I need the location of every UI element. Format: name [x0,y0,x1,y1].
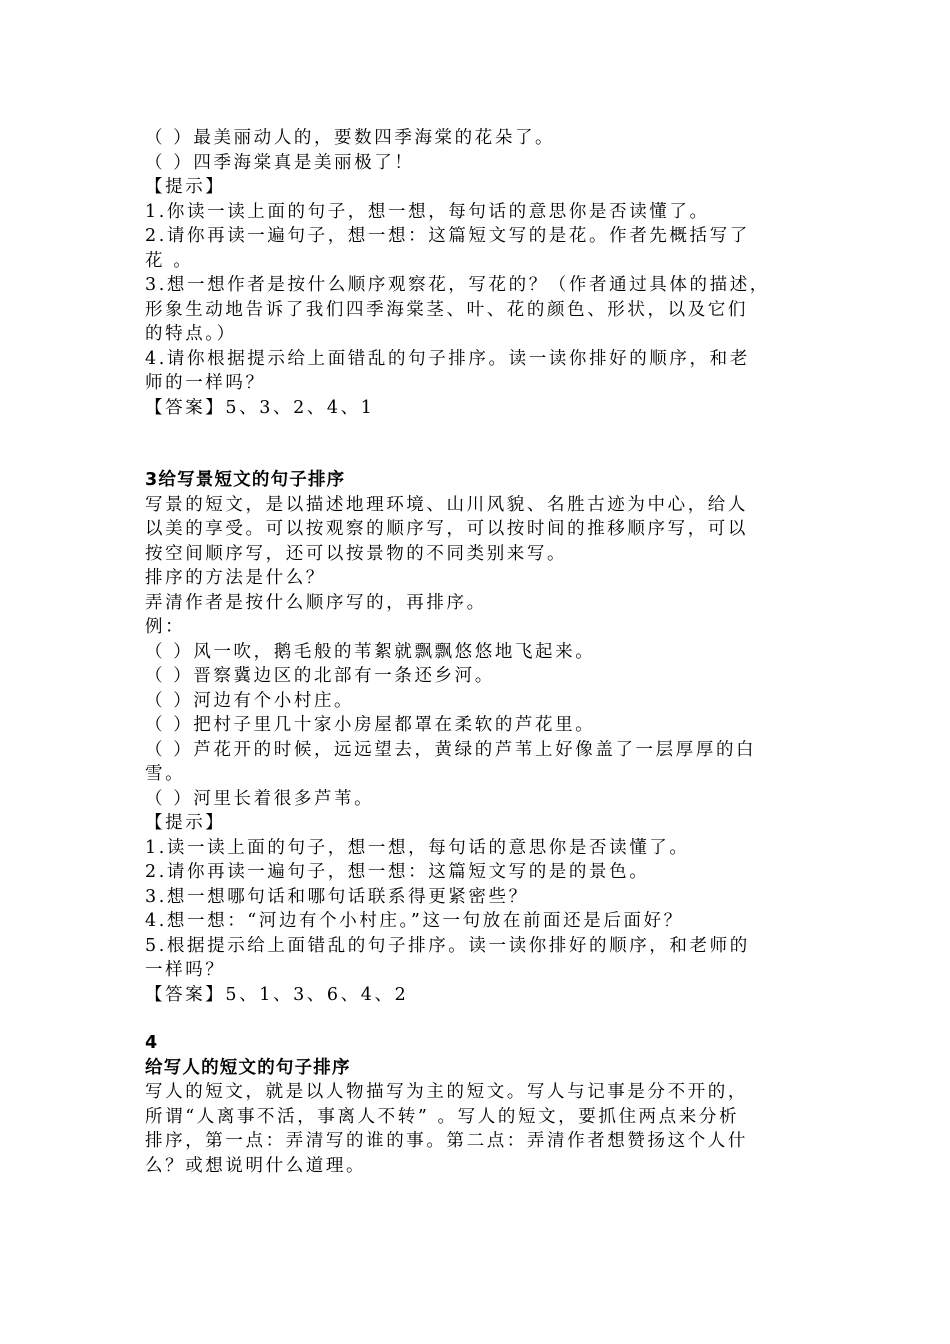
hint-line: 4.请你根据提示给上面错乱的句子排序。读一读你排好的顺序，和老 [145,348,750,369]
intro-line: 按空间顺序写，还可以按景物的不同类别来写。 [145,543,568,564]
answer-line: 【答案】5、1、3、6、4、2 [145,984,409,1005]
sentence-option: （ ）最美丽动人的，要数四季海棠的花朵了。 [145,128,556,148]
section-title: 3给写景短文的句子排序 [145,470,346,490]
method-question: 排序的方法是什么？ [145,568,326,588]
section-3 [145,468,810,1007]
intro-line: 写人的短文，就是以人物描写为主的短文。写人与记事是分不开的， [145,1082,748,1102]
sentence-option: （ ）河边有个小村庄。 [145,690,355,711]
answer-line: 【答案】5、3、2、4、1 [145,397,375,418]
hint-line: 3.想一想哪句话和哪句话联系得更紧密些？ [145,886,529,907]
sentence-option: （ ）四季海棠真是美丽极了！ [145,152,415,173]
section-number: 4 [145,1033,159,1053]
sentence-option: （ ）风一吹，鹅毛般的苇絮就飘飘悠悠地飞起来。 [145,641,596,662]
sentence-option: （ ）芦花开的时候，远远望去，黄绿的芦苇上好像盖了一层厚厚的白 [145,739,757,760]
hint-line: 5.根据提示给上面错乱的句子排序。读一读你排好的顺序，和老师的 [145,935,750,956]
hint-line: 2.请你再读一遍句子，想一想：这篇短文写的是花。作者先概括写了 [145,226,750,246]
hint-line: 一样吗？ [145,960,226,980]
hint-line: 1.你读一读上面的句子，想一想，每句话的意思你是否读懂了。 [145,201,710,222]
intro-line: 写景的短文，是以描述地理环境、山川风貌、名胜古迹为中心，给人 [145,494,748,515]
hint-line: 的特点。） [145,324,237,344]
sentence-option: （ ）晋察冀边区的北部有一条还乡河。 [145,666,495,686]
hint-line: 花 。 [145,250,194,271]
section-4 [145,1031,810,1178]
section-spacer [145,1007,810,1031]
document-page [145,126,810,1178]
section-title: 给写人的短文的句子排序 [145,1057,351,1078]
intro-line: 以美的享受。可以按观察的顺序写，可以按时间的推移顺序写，可以 [145,519,748,539]
hint-line: 形象生动地告诉了我们四季海棠茎、叶、花的颜色、形状，以及它们 [145,299,748,320]
hint-line: 师的一样吗？ [145,373,266,393]
example-label: 例： [145,617,186,637]
intro-line: 排序，第一点：弄清写的谁的事。第二点：弄清作者想赞扬这个人什 [145,1131,748,1151]
method-answer: 弄清作者是按什么顺序写的，再排序。 [145,592,487,613]
hint-label: 【提示】 [145,177,226,197]
hint-line: 1.读一读上面的句子，想一想，每句话的意思你是否读懂了。 [145,837,690,858]
section-spacer [145,420,810,468]
intro-line: 所谓“人离事不活，事离人不转” 。写人的短文，要抓住两点来分析 [145,1106,740,1127]
hint-label: 【提示】 [145,813,226,833]
hint-line: 2.请你再读一遍句子，想一想：这篇短文写的是的景色。 [145,862,650,882]
hint-line: 4.想一想：“河边有个小村庄。”这一句放在前面还是后面好？ [145,911,684,931]
section-2-tail [145,126,810,420]
hint-line: 3.想一想作者是按什么顺序观察花，写花的？（作者通过具体的描述， [145,275,770,295]
intro-line: 么？或想说明什么道理。 [145,1155,367,1176]
sentence-option: 雪。 [145,764,186,784]
sentence-option: （ ）河里长着很多芦苇。 [145,788,375,809]
sentence-option: （ ）把村子里几十家小房屋都罩在柔软的芦花里。 [145,715,596,735]
